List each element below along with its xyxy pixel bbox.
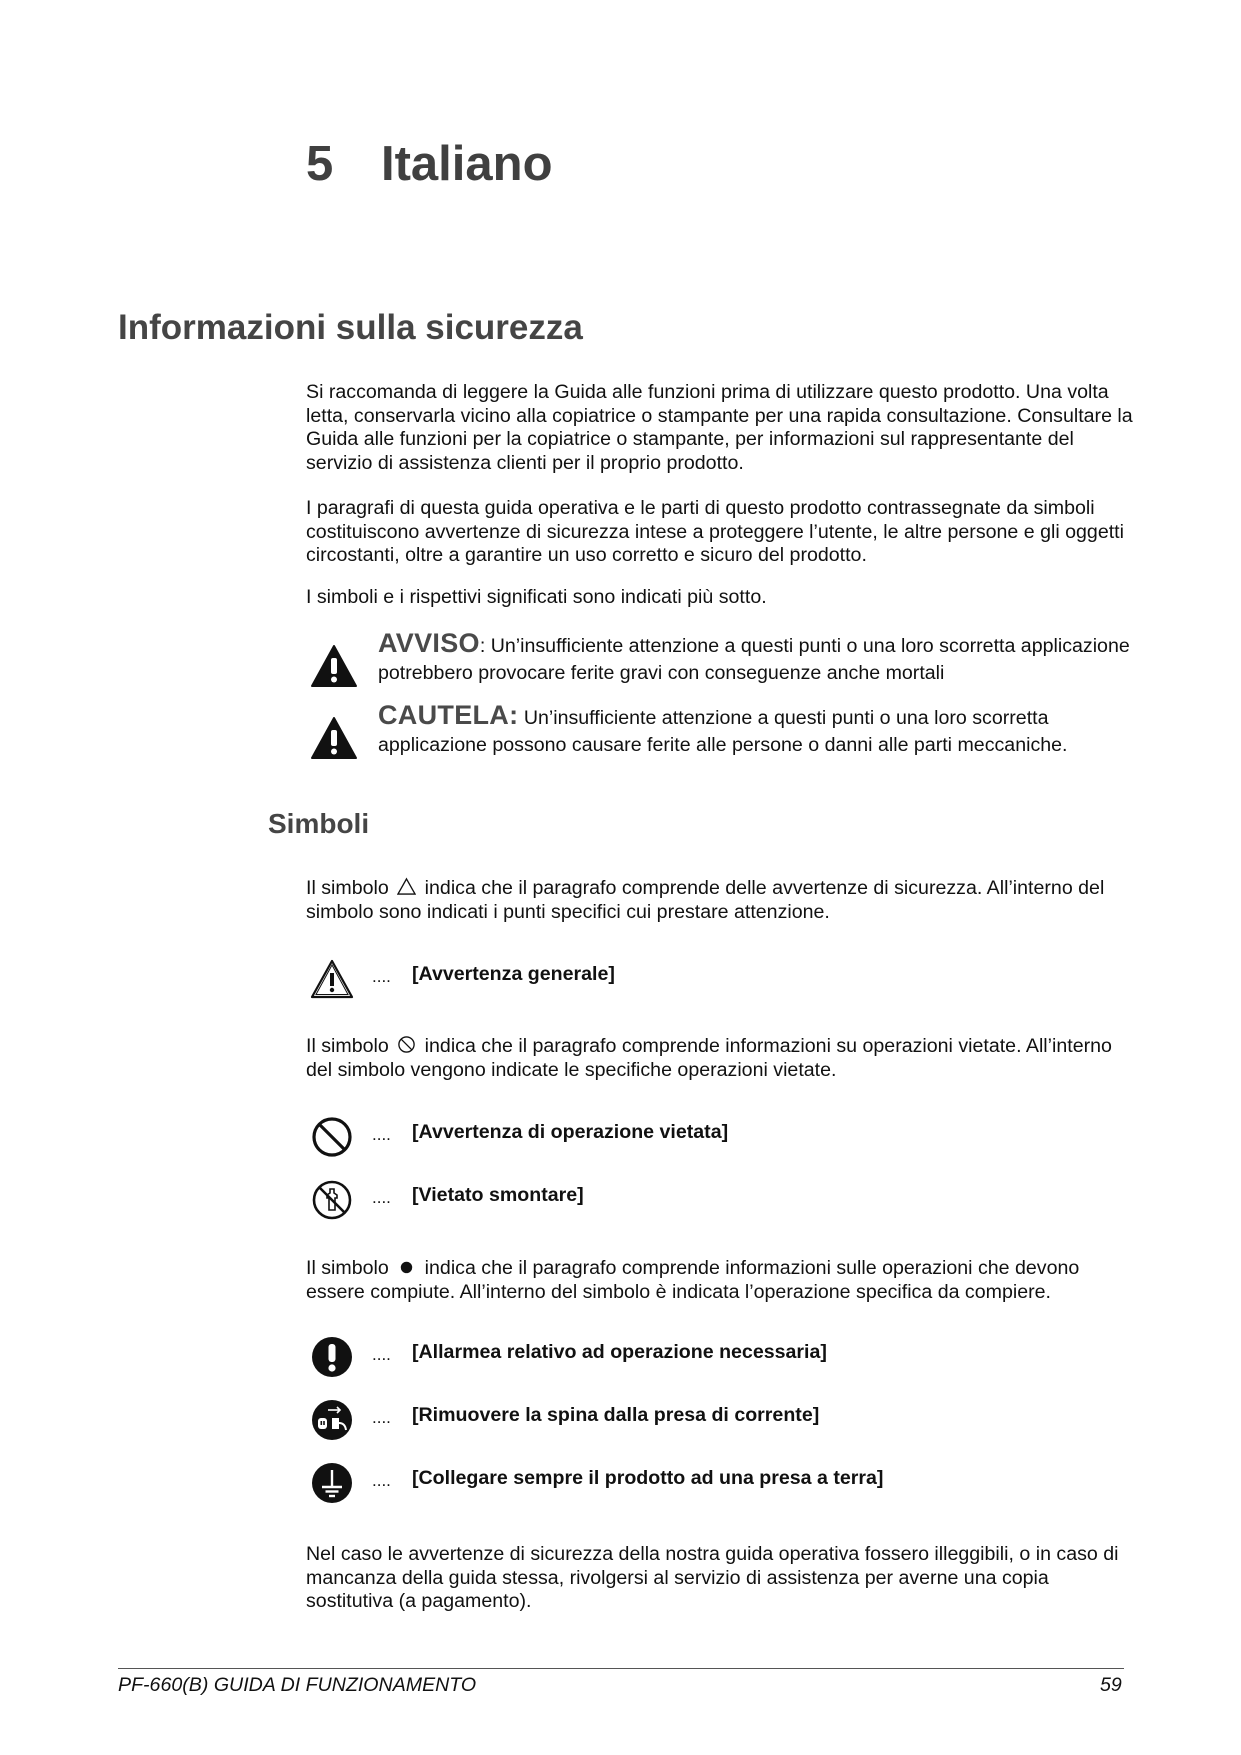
warning-separator: :: [479, 635, 486, 657]
symbol-item-no-disassembly: [306, 1178, 1006, 1222]
filled-circle-icon: [397, 1257, 416, 1276]
warning-cautela: [306, 702, 1146, 768]
symbol-item-unplug: [306, 1398, 1006, 1442]
warning-word: AVVISO: [378, 628, 480, 658]
intro-paragraph-1: Si raccomanda di leggere la Guida alle funzioni prima di utilizzare questo prodotto. Una volta letta, conservarla vicino alla copiatrice o stampante per una rapida consultazione. Consultare la Guida alle funzioni per la copiatrice o stampante, per informazioni sul rappresentante del servizio di assistenza clienti per il proprio prodotto.: [306, 381, 1133, 474]
desc-text-after: indica che il paragrafo comprende informazioni su operazioni vietate. All’interno del simbolo vengono indicate le specifiche operazioni vietate.: [306, 1035, 1112, 1081]
section-title: Informazioni sulla sicurezza: [118, 308, 583, 347]
prohibition-outline-icon: [397, 1035, 416, 1054]
triangle-outline-icon: [397, 877, 416, 896]
symbols-heading: Simboli: [268, 808, 370, 839]
leader-dots: ....: [372, 1471, 391, 1490]
intro-paragraph-3: I simboli e i rispettivi significati sono indicati più sotto.: [306, 586, 767, 608]
chapter-title: Italiano: [381, 137, 553, 191]
ground-connection-icon: [310, 1461, 354, 1505]
leader-dots: ....: [372, 1125, 391, 1144]
no-disassembly-icon: [310, 1178, 354, 1222]
symbol-label: [Collegare sempre il prodotto ad una presa a terra]: [412, 1467, 884, 1489]
closing-paragraph: Nel caso le avvertenze di sicurezza della nostra guida operativa fossero illeggibili, o in caso di mancanza della guida stessa, rivolgersi al servizio di assistenza per averne una copia sostitutiva (a pagamento).: [306, 1543, 1119, 1612]
general-warning-icon: [310, 957, 354, 1001]
symbol-desc-warning: [306, 877, 1136, 924]
symbol-label: [Vietato smontare]: [412, 1184, 584, 1206]
chapter-heading: [306, 136, 553, 192]
chapter-number: 5: [306, 137, 334, 191]
warning-avviso-text: [378, 630, 1138, 687]
footer-page-number: 59: [1100, 1674, 1122, 1696]
symbol-label: [Allarmea relativo ad operazione necessaria]: [412, 1341, 827, 1363]
prohibited-operation-icon: [310, 1115, 354, 1159]
leader-dots: ....: [372, 967, 391, 986]
symbol-label: [Rimuovere la spina dalla presa di corrente]: [412, 1404, 820, 1426]
footer-divider: [118, 1668, 1124, 1669]
leader-dots: ....: [372, 1408, 391, 1427]
symbol-desc-mandatory: [306, 1257, 1136, 1304]
symbol-desc-prohibited: [306, 1035, 1136, 1082]
unplug-icon: [310, 1398, 354, 1442]
warning-cautela-text: [378, 702, 1138, 759]
warning-triangle-filled-icon: [310, 644, 358, 688]
desc-text-after: indica che il paragrafo comprende informazioni sulle operazioni che devono essere compiute. All’interno del simbolo è indicata l’operazione specifica da compiere.: [306, 1257, 1080, 1303]
warning-avviso: [306, 630, 1146, 696]
symbol-item-ground: [306, 1461, 1006, 1505]
caution-triangle-filled-icon: [310, 716, 358, 760]
leader-dots: ....: [372, 1345, 391, 1364]
desc-text-after: indica che il paragrafo comprende delle avvertenze di sicurezza. All’interno del simbolo sono indicati i punti specifici cui prestare attenzione.: [306, 877, 1105, 923]
intro-paragraph-2: I paragrafi di questa guida operativa e le parti di questo prodotto contrassegnate da simboli costituiscono avvertenze di sicurezza intese a proteggere l’utente, le altre persone e gli oggetti circostanti, oltre a garantire un uso corretto e sicuro del prodotto.: [306, 497, 1124, 566]
desc-text-before: Il simbolo: [306, 1257, 389, 1279]
caution-description: Un’insufficiente attenzione a questi punti o una loro scorretta applicazione possono causare ferite alle persone o danni alle parti meccaniche.: [378, 707, 1068, 756]
symbol-label: [Avvertenza generale]: [412, 963, 615, 985]
symbol-item-general-warning: [306, 957, 1006, 1001]
desc-text-before: Il simbolo: [306, 1035, 389, 1057]
mandatory-action-icon: [310, 1335, 354, 1379]
caution-word: CAUTELA:: [378, 700, 519, 730]
desc-text-before: Il simbolo: [306, 877, 389, 899]
symbol-item-mandatory-action: [306, 1335, 1006, 1379]
leader-dots: ....: [372, 1188, 391, 1207]
footer-document-title: PF-660(B) GUIDA DI FUNZIONAMENTO: [118, 1674, 477, 1696]
symbol-label: [Avvertenza di operazione vietata]: [412, 1121, 729, 1143]
warning-description: Un’insufficiente attenzione a questi punti o una loro scorretta applicazione potrebbero provocare ferite gravi con conseguenze anche mortali: [378, 635, 1130, 684]
symbol-item-prohibited-operation: [306, 1115, 1006, 1159]
